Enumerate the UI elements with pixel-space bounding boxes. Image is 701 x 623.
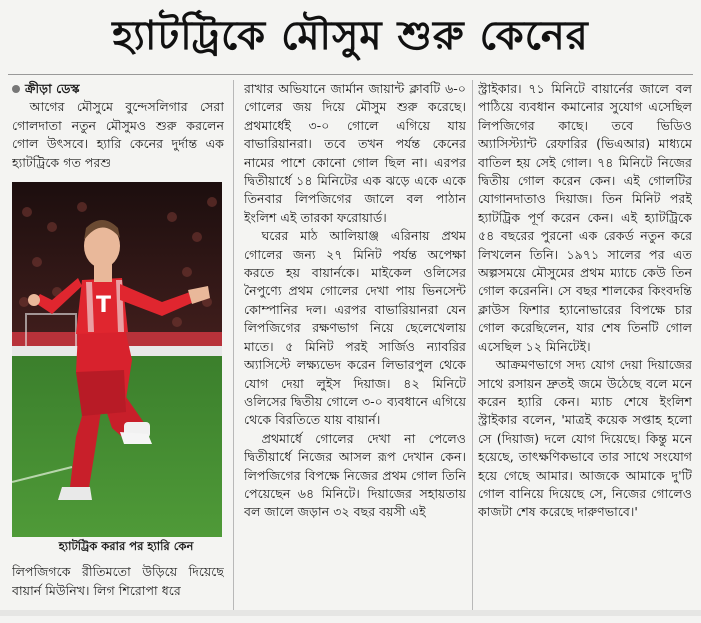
column-3-paragraph: আক্রমণভাগে সদ্য যোগ দেয়া দিয়াজের সাথে রসায়ন দ্রুতই জমে উঠেছে বলে মনে করেন হ্যারি কেন। ম্যাচ শেষে ইংলিশ স্ট্রাইকার বলেন, 'মাত্রই কয়েক সপ্তাহ হলো সে (দিয়াজ) দলে যোগ দিয়েছে। কিন্তু মনে হয়েছে, তাৎক্ষণিকভাবে তার সাথে সংযোগ হয়ে গেছে আমার। আজকে আমাকে দু'টি গোল বানিয়ে দিয়েছে সে, নিজের গোলেও কাজটা শেষ করেছে দারুণভাবে।' [478,357,692,520]
column-divider-2 [472,80,473,610]
column-2 [244,80,466,616]
page-bottom-strip [0,610,701,616]
column-1 [12,80,224,623]
column-3-paragraph: স্ট্রাইকার। ৭১ মিনিটে বায়ার্নের জালে বল পাঠিয়ে ব্যবধান কমানোর সুযোগ এসেছিল লিপজিগের কাছে। তবে ভিডিও অ্যাসিস্ট্যান্ট রেফারির (ভিএআর) মাধ্যমে বাতিল হয় সেই গোল। ৭৪ মিনিটে নিজের দ্বিতীয় গোল করেন কেন। এই গোলটির যোগানদাতাও দিয়াজ। তিন মিনিট পরই হ্যাটট্রিক পূর্ণ করেন কেন। এই হ্যাটট্রিকে ৫৪ বছরের পুরনো এক রেকর্ড নতুন করে লিখলেন তিনি। ১৯৭১ সালের পর এত অল্পসময়ে মৌসুমের প্রথম ম্যাচে কেউ তিন গোল করেননি। সে বছর শালকের কিংবদন্তি ক্লাউস ফিশার হ্যানোভারের বিপক্ষে চার গোল করেছিলেন, যার শেষ তিনটি গোল এসেছিল ১২ মিনিটেই। [478,81,692,354]
column-3 [478,80,692,610]
lead-paragraph: আগের মৌসুমে বুন্দেসলিগার সেরা গোলদাতা নতুন মৌসুমও শুরু করলেন গোল উৎসবে। হ্যারি কেনের দুর্দান্ত এক হ্যাটট্রিকে গত পরশু [12,99,224,170]
dateline-text: ক্রীড়া ডেস্ক [25,81,80,96]
column-1-top [12,80,224,176]
column-2-paragraph: ঘরের মাঠ আলিয়াঞ্জ এরিনায় প্রথম গোলের জন্য ২৭ মিনিট পর্যন্ত অপেক্ষা করতে হয় বায়ার্নকে। মাইকেল ওলিসের নৈপুণ্যে প্রথম গোলের দেখা পায় ভিনসেন্ট কোম্পানির দল। এরপর বাভারিয়ানরা যেন লিপজিগের রক্ষণভাগ নিয়ে ছেলেখেলায় মাতে। ৫ মিনিট পরই সার্জিও ন্যাবরির অ্যাসিস্টে লক্ষ্যভেদ করেন লিভারপুল থেকে যোগ দেয়া লুইস দিয়াজ। ৪২ মিনিটে ওলিসের দ্বিতীয় গোলে ৩-০ ব্যবধানে এগিয়ে থেকে বিরতিতে যায় বায়ার্ন। [244,228,466,428]
headline: হ্যাটট্রিকে মৌসুম শুরু কেনের [112,12,589,59]
headline-rule [8,74,693,75]
bullet-icon [12,85,20,93]
column-1-continuation: লিপজিগকে রীতিমতো উড়িয়ে দিয়েছে বায়ার্ন মিউনিখ। লিগ শিরোপা ধরে [12,564,224,598]
column-2-paragraph: প্রথমার্ধে গোলের দেখা না পেলেও দ্বিতীয়ার্ধে নিজের আসল রূপ দেখান কেন। লিপজিগের বিপক্ষে নিজের প্রথম গোল তিনি পেয়েছেন ৬৪ মিনিটে। দিয়াজের সহায়তায় বল জালে জড়ান ৩২ বছর বয়সী এই [244,430,466,520]
photo-caption: হ্যাটট্রিক করার পর হ্যারি কেন [58,539,194,553]
svg-text:T: T [96,293,112,318]
player-photo-illustration [12,182,222,537]
player-photo [12,182,222,537]
column-divider-1 [233,80,234,610]
column-2-paragraph: রাখার অভিযানে জার্মান জায়ান্ট ক্লাবটি ৬-০ গোলের জয় দিয়ে মৌসুম শুরু করেছে। প্রথমার্ধেই ৩-০ গোলে এগিয়ে যায় বাভারিয়ানরা। তবে তখন পর্যন্ত কেনের নামের পাশে কোনো গোল ছিল না। এরপর দ্বিতীয়ার্ধে ১৪ মিনিটের এক ঝড়ে একে একে তিনবার লিপজিগের জালে বল পাঠান ইংলিশ এই তারকা ফরোয়ার্ড। [244,81,466,225]
dateline [12,80,224,98]
